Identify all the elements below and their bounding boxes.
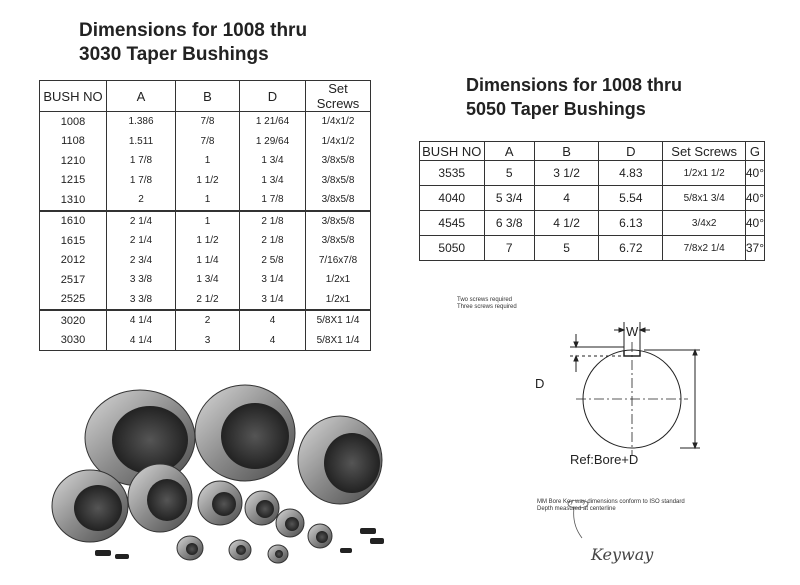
table1-title-line2: 3030 Taper Bushings (79, 44, 269, 65)
table-cell: 1210 (40, 151, 107, 171)
table-cell: 1 3/4 (240, 151, 306, 171)
table-cell: 4 1/4 (107, 310, 176, 331)
table-cell: 2 (176, 310, 240, 331)
table-cell: 3535 (420, 161, 485, 186)
bushing-small-3 (276, 509, 304, 537)
table-cell: 5.54 (599, 186, 663, 211)
table-row (40, 190, 371, 211)
table-row (420, 236, 765, 261)
table-cell: 5/8x1 3/4 (663, 186, 745, 211)
iso-note-line1: MM Bore Key way dimensions conform to ISO standard (537, 499, 685, 505)
table1-header-b: B (176, 81, 240, 112)
table1-header-setscrews: Set Screws (306, 81, 371, 112)
table-cell: 1 1/2 (176, 171, 240, 191)
table2-title-line1: Dimensions for 1008 thru (466, 75, 683, 95)
bushing-small-1 (198, 481, 242, 525)
table-cell: 2012 (40, 251, 107, 271)
table-cell: 2 1/4 (107, 231, 176, 251)
table-cell: 1 (176, 211, 240, 232)
table2-title-line2: 5050 Taper Bushings (466, 99, 646, 119)
table-cell: 2 1/8 (240, 211, 306, 232)
table-cell: 1 21/64 (240, 112, 306, 132)
note-two-screws: Two screws required (457, 297, 513, 303)
table-row (40, 251, 371, 271)
table2-dimensions (419, 141, 765, 261)
table-cell: 7/8x2 1/4 (663, 236, 745, 261)
table2-header-a: A (484, 142, 534, 161)
table-cell: 3 1/4 (240, 270, 306, 290)
table-cell: 1/4x1/2 (306, 132, 371, 152)
bushing-right (298, 416, 382, 504)
table-row (40, 310, 371, 331)
table-cell: 1215 (40, 171, 107, 191)
table-row (40, 112, 371, 132)
bushing-medium-center (128, 464, 192, 532)
bushing-small-6 (229, 540, 251, 560)
table-cell: 40° (745, 211, 764, 236)
bushing-large-center (195, 385, 295, 481)
table-row (40, 151, 371, 171)
table-cell: 3020 (40, 310, 107, 331)
table-row (40, 270, 371, 290)
table-cell: 1 3/4 (240, 171, 306, 191)
table-cell: 1/2x1 (306, 270, 371, 290)
table-cell: 5050 (420, 236, 485, 261)
table-cell: 1 1/2 (176, 231, 240, 251)
table-row (40, 171, 371, 191)
table-cell: 2 5/8 (240, 251, 306, 271)
bushing-small-2 (245, 491, 279, 525)
table-cell: 7/8 (176, 112, 240, 132)
table2-header-bush: BUSH NO (420, 142, 485, 161)
table-cell: 4.83 (599, 161, 663, 186)
table-row (40, 132, 371, 152)
table-cell: 3/8x5/8 (306, 190, 371, 211)
table2-header-b: B (534, 142, 598, 161)
table1-title-line1: Dimensions for 1008 thru (79, 20, 308, 41)
table-cell: 4 (240, 310, 306, 331)
table2-header-g: G (745, 142, 764, 161)
table-cell: 3 1/2 (534, 161, 598, 186)
table-row (40, 290, 371, 311)
table-cell: 1610 (40, 211, 107, 232)
table-cell: 3/8x5/8 (306, 231, 371, 251)
note-three-screws: Three screws required (457, 304, 517, 310)
table-cell: 40° (745, 161, 764, 186)
d-label: D (535, 376, 545, 391)
table-cell: 4 (240, 331, 306, 351)
table-cell: 1 7/8 (107, 151, 176, 171)
table2-header-row (420, 142, 765, 161)
table-cell: 3/4x2 (663, 211, 745, 236)
table-cell: 1.386 (107, 112, 176, 132)
table-cell: 6.72 (599, 236, 663, 261)
table-cell: 7/16x7/8 (306, 251, 371, 271)
table-cell: 3/8x5/8 (306, 151, 371, 171)
taper-bushings-photo (40, 378, 420, 568)
table-cell: 3/8x5/8 (306, 211, 371, 232)
table-row (40, 231, 371, 251)
table-cell: 2525 (40, 290, 107, 311)
iso-note-line2: Depth measured at centerline (537, 506, 616, 512)
table-cell: 2 1/8 (240, 231, 306, 251)
bushing-medium-left (52, 470, 128, 542)
table-cell: 1008 (40, 112, 107, 132)
table2-header-setscrews: Set Screws (663, 142, 745, 161)
table-cell: 2 3/4 (107, 251, 176, 271)
table-cell: 6 3/8 (484, 211, 534, 236)
table-cell: 5/8X1 1/4 (306, 310, 371, 331)
table-row (40, 211, 371, 232)
table-cell: 40° (745, 186, 764, 211)
table-cell: 1/4x1/2 (306, 112, 371, 132)
table-row (420, 211, 765, 236)
handwritten-arrow (560, 500, 600, 540)
table-cell: 4040 (420, 186, 485, 211)
table-cell: 2 (107, 190, 176, 211)
table-cell: 7 (484, 236, 534, 261)
table-cell: 4545 (420, 211, 485, 236)
table-cell: 37° (745, 236, 764, 261)
table-cell: 3/8x5/8 (306, 171, 371, 191)
bushing-small-7 (268, 545, 288, 563)
ref-bore-label: Ref:Bore+D (570, 452, 639, 467)
table-cell: 5/8X1 1/4 (306, 331, 371, 351)
table-cell: 3 3/8 (107, 290, 176, 311)
table-cell: 1 29/64 (240, 132, 306, 152)
table2-title (466, 73, 682, 121)
table-cell: 1 7/8 (107, 171, 176, 191)
w-label: W (626, 324, 639, 339)
table-row (420, 186, 765, 211)
table-row (40, 331, 371, 351)
table1-title (79, 19, 307, 67)
table-cell: 3 (176, 331, 240, 351)
table-cell: 1.511 (107, 132, 176, 152)
table-cell: 4 1/4 (107, 331, 176, 351)
table-cell: 5 (534, 236, 598, 261)
table-cell: 1108 (40, 132, 107, 152)
table-cell: 1615 (40, 231, 107, 251)
table-cell: 3 1/4 (240, 290, 306, 311)
table-cell: 2517 (40, 270, 107, 290)
table-cell: 7/8 (176, 132, 240, 152)
table-cell: 2 1/2 (176, 290, 240, 311)
table1-header-row (40, 81, 371, 112)
table-cell: 4 1/2 (534, 211, 598, 236)
table-cell: 3030 (40, 331, 107, 351)
table-cell: 6.13 (599, 211, 663, 236)
table-cell: 5 3/4 (484, 186, 534, 211)
bushing-small-4 (308, 524, 332, 548)
bushing-small-5 (177, 536, 203, 560)
table-cell: 1 3/4 (176, 270, 240, 290)
table-cell: 5 (484, 161, 534, 186)
table-cell: 1 (176, 190, 240, 211)
table1-dimensions (39, 80, 371, 351)
table-cell: 3 3/8 (107, 270, 176, 290)
table1-header-d: D (240, 81, 306, 112)
table1-header-bush: BUSH NO (40, 81, 107, 112)
table-cell: 1/2x1 (306, 290, 371, 311)
table-cell: 1 1/4 (176, 251, 240, 271)
screw-notes (457, 297, 517, 311)
handwritten-keyway: Keyway (591, 545, 654, 564)
table-cell: 2 1/4 (107, 211, 176, 232)
table-cell: 1310 (40, 190, 107, 211)
table-cell: 1 (176, 151, 240, 171)
table-cell: 4 (534, 186, 598, 211)
table-row (420, 161, 765, 186)
table2-header-d: D (599, 142, 663, 161)
keyway-diagram (520, 312, 720, 462)
table1-header-a: A (107, 81, 176, 112)
table-cell: 1 7/8 (240, 190, 306, 211)
table-cell: 1/2x1 1/2 (663, 161, 745, 186)
